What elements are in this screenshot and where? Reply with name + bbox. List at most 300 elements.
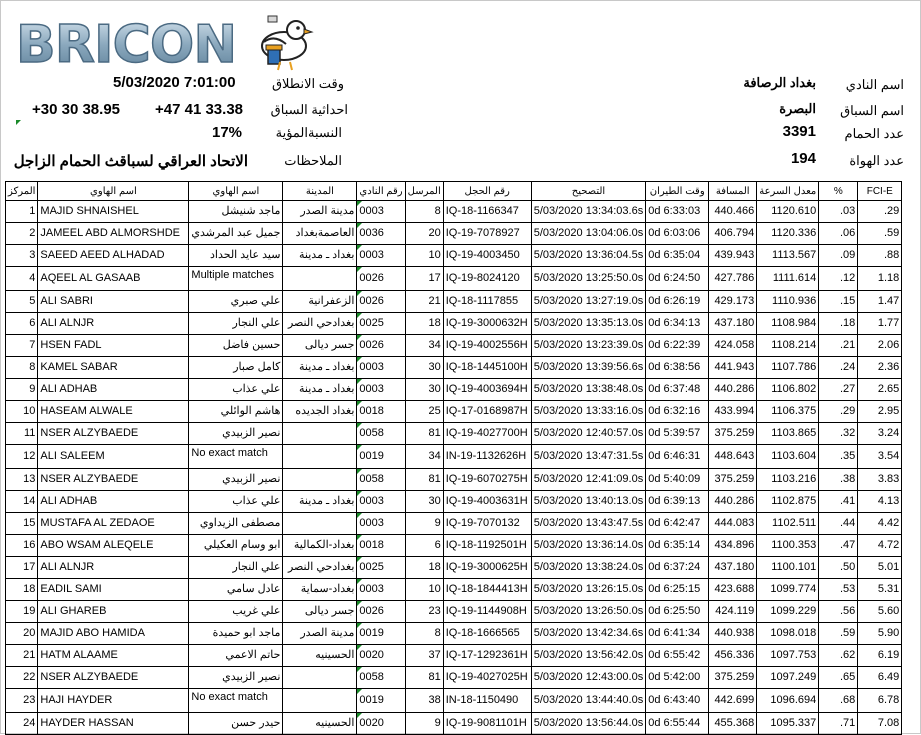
fancier-en-cell: JAMEEL ABD ALMORSHDE [38, 223, 189, 245]
ring-cell: IQ-19-1144908H [443, 601, 531, 623]
ring-cell: IQ-19-4002556H [443, 335, 531, 357]
city-cell: بغداد ـ مدينة [283, 379, 357, 401]
sent-cell: 8 [405, 623, 443, 645]
fancier-en-cell: ALI ALNJR [38, 313, 189, 335]
distance-cell: 439.943 [709, 245, 757, 267]
percent-cell: .03 [819, 201, 858, 223]
city-cell: بغدادحي النصر [283, 557, 357, 579]
fancier-en-cell: NSER ALZYBAEDE [38, 423, 189, 445]
city-cell [283, 469, 357, 491]
sent-cell: 20 [405, 223, 443, 245]
rank-cell: 19 [6, 601, 38, 623]
club-cell: 0058 [357, 423, 405, 445]
fci-cell: 1.18 [858, 267, 902, 291]
fci-cell: 2.95 [858, 401, 902, 423]
percent-cell: .27 [819, 379, 858, 401]
club-cell: 0003 [357, 579, 405, 601]
rank-cell: 13 [6, 469, 38, 491]
distance-cell: 423.688 [709, 579, 757, 601]
ring-cell: IQ-18-1117855 [443, 291, 531, 313]
correction-cell: 5/03/2020 13:33:16.0s [531, 401, 645, 423]
col-fancier-ar-header: اسم الهاوي [189, 182, 283, 201]
rank-cell: 2 [6, 223, 38, 245]
club-cell: 0003 [357, 513, 405, 535]
distance-cell: 434.896 [709, 535, 757, 557]
sent-cell: 8 [405, 201, 443, 223]
col-club-header: رقم النادي [357, 182, 405, 201]
pigeon-icon [262, 16, 312, 70]
distance-cell: 437.180 [709, 313, 757, 335]
club-cell: 0003 [357, 491, 405, 513]
city-cell: بغداد-الكمالية [283, 535, 357, 557]
city-cell: الحسينيه [283, 713, 357, 735]
fancier-ar-cell: علي عذاب [189, 491, 283, 513]
rank-cell: 14 [6, 491, 38, 513]
fancier-en-cell: EADIL SAMI [38, 579, 189, 601]
col-fancier-en-header: اسم الهاوي [38, 182, 189, 201]
table-row [6, 469, 902, 491]
fci-cell: 2.06 [858, 335, 902, 357]
fancier-ar-cell: ماجد شنيشل [189, 201, 283, 223]
speed-cell: 1103.604 [757, 445, 819, 469]
fancier-en-cell: ALI SALEEM [38, 445, 189, 469]
speed-cell: 1106.375 [757, 401, 819, 423]
city-cell: بغداد ـ مدينة [283, 357, 357, 379]
rank-cell: 21 [6, 645, 38, 667]
city-cell: العاصمةبغداد [283, 223, 357, 245]
svg-text:BRICON: BRICON [16, 15, 238, 74]
table-row [6, 645, 902, 667]
col-fci-header: FCI-E [858, 182, 902, 201]
club-cell: 0019 [357, 445, 405, 469]
percent-cell: .06 [819, 223, 858, 245]
rank-cell: 8 [6, 357, 38, 379]
speed-cell: 1110.936 [757, 291, 819, 313]
flight-time-cell: 0d 5:42:00 [646, 667, 709, 689]
fanciers-value: 194 [790, 150, 816, 167]
fci-cell: 4.72 [858, 535, 902, 557]
sent-cell: 37 [405, 645, 443, 667]
club-cell: 0003 [357, 357, 405, 379]
percent-cell: .18 [819, 313, 858, 335]
rank-cell: 12 [6, 445, 38, 469]
flight-time-cell: 0d 6:22:39 [646, 335, 709, 357]
table-row [6, 401, 902, 423]
distance-cell: 406.794 [709, 223, 757, 245]
distance-cell: 441.943 [709, 357, 757, 379]
percent-cell: .44 [819, 513, 858, 535]
percent-cell: .62 [819, 645, 858, 667]
percent-cell: .32 [819, 423, 858, 445]
fancier-ar-cell: ابو وسام العكيلي [189, 535, 283, 557]
flight-time-cell: 0d 6:03:06 [646, 223, 709, 245]
ring-cell: IN-18-1150490 [443, 689, 531, 713]
fancier-ar-cell: No exact match [189, 689, 283, 713]
sent-cell: 81 [405, 667, 443, 689]
distance-cell: 437.180 [709, 557, 757, 579]
fancier-ar-cell: سيد عايد الحداد [189, 245, 283, 267]
table-row [6, 223, 902, 245]
club-cell: 0026 [357, 601, 405, 623]
table-row [6, 313, 902, 335]
rank-cell: 22 [6, 667, 38, 689]
ring-cell: IQ-19-8024120 [443, 267, 531, 291]
rank-cell: 4 [6, 267, 38, 291]
sent-cell: 25 [405, 401, 443, 423]
correction-cell: 5/03/2020 12:43:00.0s [531, 667, 645, 689]
fancier-en-cell: MAJID SHNAISHEL [38, 201, 189, 223]
table-row [6, 423, 902, 445]
sent-cell: 34 [405, 445, 443, 469]
city-cell [283, 513, 357, 535]
club-cell: 0026 [357, 291, 405, 313]
fci-cell: .88 [858, 245, 902, 267]
ring-cell: IQ-19-4003450 [443, 245, 531, 267]
percent-cell: .41 [819, 491, 858, 513]
city-cell: بغداد ـ مدينة [283, 245, 357, 267]
flight-time-cell: 0d 6:39:13 [646, 491, 709, 513]
fancier-ar-cell: مصطفى الزيداوي [189, 513, 283, 535]
table-row [6, 491, 902, 513]
club-cell: 0058 [357, 469, 405, 491]
distance-cell: 375.259 [709, 667, 757, 689]
club-cell: 0003 [357, 245, 405, 267]
fci-cell: .29 [858, 201, 902, 223]
ring-cell: IQ-19-3000632H [443, 313, 531, 335]
club-cell: 0025 [357, 557, 405, 579]
col-speed-header: معدل السرعة [757, 182, 819, 201]
results-table [5, 181, 902, 735]
city-cell: مدينة الصدر [283, 623, 357, 645]
percent-label: النسبةالمؤية [275, 125, 342, 140]
table-row [6, 689, 902, 713]
fancier-ar-cell: نصير الزبيدي [189, 423, 283, 445]
speed-cell: 1108.214 [757, 335, 819, 357]
city-cell: بغدادحي النصر [283, 313, 357, 335]
speed-cell: 1103.865 [757, 423, 819, 445]
fci-cell: 1.77 [858, 313, 902, 335]
speed-cell: 1100.353 [757, 535, 819, 557]
fancier-en-cell: SAEED AEED ALHADAD [38, 245, 189, 267]
percent-cell: .24 [819, 357, 858, 379]
sent-cell: 18 [405, 313, 443, 335]
fancier-en-cell: HAYDER HASSAN [38, 713, 189, 735]
city-cell: مدينة الصدر [283, 201, 357, 223]
club-cell: 0003 [357, 379, 405, 401]
distance-cell: 429.173 [709, 291, 757, 313]
sent-cell: 34 [405, 335, 443, 357]
speed-cell: 1102.875 [757, 491, 819, 513]
speed-cell: 1097.753 [757, 645, 819, 667]
speed-cell: 1098.018 [757, 623, 819, 645]
fancier-en-cell: NSER ALZYBAEDE [38, 469, 189, 491]
fci-cell: 1.47 [858, 291, 902, 313]
rank-cell: 17 [6, 557, 38, 579]
table-row [6, 601, 902, 623]
flight-time-cell: 0d 6:55:44 [646, 713, 709, 735]
distance-cell: 440.466 [709, 201, 757, 223]
fci-cell: 4.13 [858, 491, 902, 513]
fancier-en-cell: HASEAM ALWALE [38, 401, 189, 423]
city-cell: بغداد الجديده [283, 401, 357, 423]
table-row [6, 379, 902, 401]
fci-cell: 2.36 [858, 357, 902, 379]
club-cell: 0003 [357, 201, 405, 223]
city-cell: جسر ديالى [283, 601, 357, 623]
coords-lon-value: +47 41 33.38 [155, 101, 244, 118]
rank-cell: 10 [6, 401, 38, 423]
city-cell: الحسينيه [283, 645, 357, 667]
flight-time-cell: 0d 6:41:34 [646, 623, 709, 645]
correction-cell: 5/03/2020 12:41:09.0s [531, 469, 645, 491]
col-flight-time-header: وقت الطيران [646, 182, 709, 201]
distance-cell: 455.368 [709, 713, 757, 735]
ring-cell: IQ-18-1166347 [443, 201, 531, 223]
percent-cell: .15 [819, 291, 858, 313]
sent-cell: 9 [405, 513, 443, 535]
percent-cell: .21 [819, 335, 858, 357]
club-cell: 0058 [357, 667, 405, 689]
sent-cell: 81 [405, 423, 443, 445]
fancier-en-cell: NSER ALZYBAEDE [38, 667, 189, 689]
correction-cell: 5/03/2020 13:36:04.5s [531, 245, 645, 267]
flight-time-cell: 0d 6:25:15 [646, 579, 709, 601]
ring-cell: IQ-17-1292361H [443, 645, 531, 667]
correction-cell: 5/03/2020 13:35:13.0s [531, 313, 645, 335]
ring-cell: IQ-18-1192501H [443, 535, 531, 557]
percent-cell: .68 [819, 689, 858, 713]
city-cell: الزعفرانية [283, 291, 357, 313]
speed-cell: 1108.984 [757, 313, 819, 335]
city-cell: بغداد ـ مدينة [283, 491, 357, 513]
correction-cell: 5/03/2020 13:56:44.0s [531, 713, 645, 735]
table-row [6, 357, 902, 379]
city-cell [283, 267, 357, 291]
sent-cell: 6 [405, 535, 443, 557]
rank-cell: 11 [6, 423, 38, 445]
fci-cell: 6.78 [858, 689, 902, 713]
rank-cell: 9 [6, 379, 38, 401]
coords-lat-value: +30 30 38.95 [32, 101, 121, 118]
ring-cell: IQ-19-7070132 [443, 513, 531, 535]
club-cell: 0020 [357, 645, 405, 667]
percent-cell: .09 [819, 245, 858, 267]
speed-cell: 1102.511 [757, 513, 819, 535]
rank-cell: 18 [6, 579, 38, 601]
flight-time-cell: 0d 6:33:03 [646, 201, 709, 223]
correction-cell: 5/03/2020 13:34:03.6s [531, 201, 645, 223]
percent-cell: .12 [819, 267, 858, 291]
bricon-logo [14, 12, 314, 74]
fancier-ar-cell: Multiple matches [189, 267, 283, 291]
correction-cell: 5/03/2020 13:47:31.5s [531, 445, 645, 469]
ring-cell: IN-19-1132626H [443, 445, 531, 469]
correction-cell: 5/03/2020 13:44:40.0s [531, 689, 645, 713]
distance-cell: 456.336 [709, 645, 757, 667]
col-rank-header: المركز [6, 182, 38, 201]
speed-cell: 1106.802 [757, 379, 819, 401]
speed-cell: 1120.336 [757, 223, 819, 245]
fancier-en-cell: ALI GHAREB [38, 601, 189, 623]
ring-cell: IQ-19-3000625H [443, 557, 531, 579]
percent-cell: .50 [819, 557, 858, 579]
fancier-en-cell: MUSTAFA AL ZEDAOE [38, 513, 189, 535]
distance-cell: 440.286 [709, 379, 757, 401]
sent-cell: 18 [405, 557, 443, 579]
flight-time-cell: 0d 6:35:14 [646, 535, 709, 557]
coords-label: احداثية السباق [270, 102, 348, 117]
table-row [6, 667, 902, 689]
distance-cell: 427.786 [709, 267, 757, 291]
fancier-en-cell: ALI SABRI [38, 291, 189, 313]
cell-marker [16, 120, 21, 125]
flight-time-cell: 0d 6:46:31 [646, 445, 709, 469]
sent-cell: 10 [405, 579, 443, 601]
distance-cell: 375.259 [709, 469, 757, 491]
fancier-en-cell: KAMEL SABAR [38, 357, 189, 379]
club-value: بغداد الرصافة [743, 75, 816, 90]
ring-cell: IQ-19-7078927 [443, 223, 531, 245]
col-percent-header: % [819, 182, 858, 201]
correction-cell: 5/03/2020 13:25:50.0s [531, 267, 645, 291]
distance-cell: 442.699 [709, 689, 757, 713]
fci-cell: 5.90 [858, 623, 902, 645]
speed-cell: 1120.610 [757, 201, 819, 223]
correction-cell: 5/03/2020 13:40:13.0s [531, 491, 645, 513]
fci-cell: 5.01 [858, 557, 902, 579]
ring-cell: IQ-19-4003694H [443, 379, 531, 401]
correction-cell: 5/03/2020 13:38:48.0s [531, 379, 645, 401]
table-row [6, 335, 902, 357]
flight-time-cell: 0d 5:39:57 [646, 423, 709, 445]
fancier-ar-cell: No exact match [189, 445, 283, 469]
fci-cell: 6.49 [858, 667, 902, 689]
fancier-ar-cell: نصير الزبيدي [189, 667, 283, 689]
notes-label: الملاحظات [284, 153, 342, 168]
flight-time-cell: 0d 5:40:09 [646, 469, 709, 491]
fci-cell: 5.31 [858, 579, 902, 601]
flight-time-cell: 0d 6:55:42 [646, 645, 709, 667]
correction-cell: 5/03/2020 13:38:24.0s [531, 557, 645, 579]
ring-cell: IQ-19-4027700H [443, 423, 531, 445]
correction-cell: 5/03/2020 13:42:34.6s [531, 623, 645, 645]
speed-cell: 1099.774 [757, 579, 819, 601]
correction-cell: 5/03/2020 13:26:15.0s [531, 579, 645, 601]
fancier-en-cell: ALI ADHAB [38, 379, 189, 401]
fci-cell: 3.24 [858, 423, 902, 445]
rank-cell: 3 [6, 245, 38, 267]
birds-value: 3391 [782, 123, 816, 140]
club-cell: 0019 [357, 623, 405, 645]
ring-cell: IQ-18-1445100H [443, 357, 531, 379]
sent-cell: 30 [405, 491, 443, 513]
speed-cell: 1103.216 [757, 469, 819, 491]
table-row [6, 579, 902, 601]
percent-cell: .38 [819, 469, 858, 491]
distance-cell: 375.259 [709, 423, 757, 445]
col-ring-header: رقم الحجل [443, 182, 531, 201]
club-cell: 0025 [357, 313, 405, 335]
col-distance-header: المسافة [709, 182, 757, 201]
notes-value: الاتحاد العراقي لسباقث الحمام الزاجل [13, 153, 248, 170]
fci-cell: 3.54 [858, 445, 902, 469]
fancier-ar-cell: حسين فاضل [189, 335, 283, 357]
ring-cell: IQ-18-1666565 [443, 623, 531, 645]
table-header-row [6, 182, 902, 201]
correction-cell: 5/03/2020 13:56:42.0s [531, 645, 645, 667]
percent-cell: .65 [819, 667, 858, 689]
percent-cell: .56 [819, 601, 858, 623]
fancier-en-cell: ABO WSAM ALEQELE [38, 535, 189, 557]
club-label: اسم النادي [845, 77, 904, 92]
flight-time-cell: 0d 6:32:16 [646, 401, 709, 423]
sent-cell: 30 [405, 357, 443, 379]
ring-cell: IQ-18-1844413H [443, 579, 531, 601]
club-cell: 0020 [357, 713, 405, 735]
city-cell [283, 667, 357, 689]
rank-cell: 24 [6, 713, 38, 735]
correction-cell: 5/03/2020 12:40:57.0s [531, 423, 645, 445]
table-row [6, 513, 902, 535]
ring-cell: IQ-19-4027025H [443, 667, 531, 689]
distance-cell: 424.119 [709, 601, 757, 623]
fancier-ar-cell: هاشم الوائلي [189, 401, 283, 423]
fancier-en-cell: HSEN FADL [38, 335, 189, 357]
fancier-ar-cell: ماجد ابو حميدة [189, 623, 283, 645]
table-row [6, 201, 902, 223]
rank-cell: 20 [6, 623, 38, 645]
flight-time-cell: 0d 6:37:24 [646, 557, 709, 579]
correction-cell: 5/03/2020 13:39:56.6s [531, 357, 645, 379]
speed-cell: 1111.614 [757, 267, 819, 291]
correction-cell: 5/03/2020 13:04:06.0s [531, 223, 645, 245]
table-row [6, 445, 902, 469]
speed-cell: 1097.249 [757, 667, 819, 689]
distance-cell: 444.083 [709, 513, 757, 535]
sent-cell: 9 [405, 713, 443, 735]
correction-cell: 5/03/2020 13:36:14.0s [531, 535, 645, 557]
club-cell: 0018 [357, 535, 405, 557]
rank-cell: 6 [6, 313, 38, 335]
release-time-value: 5/03/2020 7:01:00 [113, 74, 236, 91]
ring-cell: IQ-19-4003631H [443, 491, 531, 513]
sent-cell: 38 [405, 689, 443, 713]
fancier-ar-cell: جميل عبد المرشدي [189, 223, 283, 245]
flight-time-cell: 0d 6:25:50 [646, 601, 709, 623]
correction-cell: 5/03/2020 13:23:39.0s [531, 335, 645, 357]
rank-cell: 15 [6, 513, 38, 535]
flight-time-cell: 0d 6:38:56 [646, 357, 709, 379]
fci-cell: 7.08 [858, 713, 902, 735]
fancier-ar-cell: علي النجار [189, 313, 283, 335]
table-row [6, 623, 902, 645]
fancier-en-cell: HATM ALAAME [38, 645, 189, 667]
sent-cell: 10 [405, 245, 443, 267]
fancier-en-cell: ALI ADHAB [38, 491, 189, 513]
distance-cell: 424.058 [709, 335, 757, 357]
rank-cell: 7 [6, 335, 38, 357]
fancier-ar-cell: علي عذاب [189, 379, 283, 401]
sent-cell: 21 [405, 291, 443, 313]
fancier-en-cell: AQEEL AL GASAAB [38, 267, 189, 291]
club-cell: 0018 [357, 401, 405, 423]
fancier-ar-cell: علي غريب [189, 601, 283, 623]
correction-cell: 5/03/2020 13:43:47.5s [531, 513, 645, 535]
ring-cell: IQ-17-0168987H [443, 401, 531, 423]
club-cell: 0026 [357, 267, 405, 291]
table-row [6, 535, 902, 557]
percent-cell: .53 [819, 579, 858, 601]
